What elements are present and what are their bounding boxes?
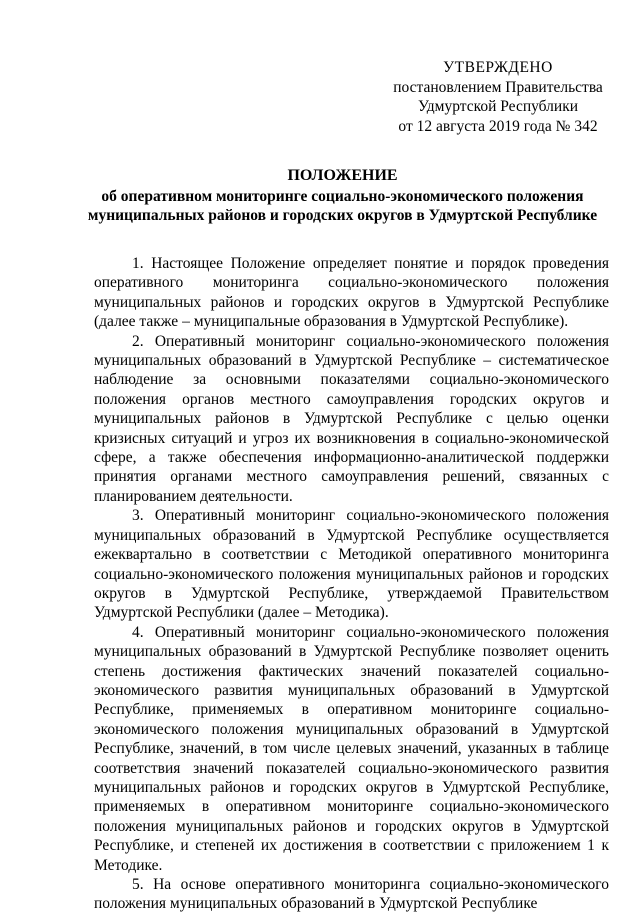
paragraph-2: 2. Оперативный мониторинг социально-экономического положения муниципальных образований в Удмуртской Республике – систематическое наблюдение за основными показателями социально-экономического положения органов местного самоуправления городских округов и муниципальных районов в Удмуртской Республике с целью оценки кризисных ситуаций и угроз их возникновения в социально-экономической сфере, а также обеспечения информационно-аналитической поддержки принятия органами местного самоуправления решений, связанных с планированием деятельности. xyxy=(94,332,609,505)
approval-heading: УТВЕРЖДЕНО xyxy=(443,59,553,76)
paragraph-5: 5. На основе оперативного мониторинга социально-экономического положения муниципальных образований в Удмуртской Республике xyxy=(94,876,609,913)
paragraph-3: 3. Оперативный мониторинг социально-экономического положения муниципальных образований в Удмуртской Республике осуществляется ежеквартально в соответствии с Методикой оперативного мониторинга социально-экономического положения муниципальных районов и городских округов в Удмуртской Республике, утверждаемой Правительством Удмуртской Республики (далее – Методика). xyxy=(94,507,609,622)
approval-stamp xyxy=(388,58,608,136)
title-subtitle-line-2: муниципальных районов и городских округов в Удмуртской Республике xyxy=(87,207,598,224)
approval-line-1: постановлением Правительства xyxy=(393,78,603,96)
approval-line-3: от 12 августа 2019 года № 342 xyxy=(398,117,598,135)
document-body xyxy=(94,254,609,914)
title-main: ПОЛОЖЕНИЕ xyxy=(287,167,398,184)
title-subtitle-line-1: об оперативном мониторинге социально-экономического положения xyxy=(101,187,584,205)
paragraph-4: 4. Оперативный мониторинг социально-экономического положения муниципальных образований в Удмуртской Республике позволяет оценить степень достижения фактических значений показателей социально-экономического развития муниципальных образований в Удмуртской Республике, применяемых в оперативном мониторинге социально-экономического положения муниципальных образований в Удмуртской Республике, значений, в том числе целевых значений, указанных в таблице соответствия значений показателей социально-экономического развития муниципальных районов и городских округов в Удмуртской Республике, применяемых в оперативном мониторинге социально-экономического положения муниципальных районов и городских округов в Удмуртской Республике, и степеней их достижения в соответствии с приложением 1 к Методике. xyxy=(94,623,609,874)
paragraph-1: 1. Настоящее Положение определяет понятие и порядок проведения оперативного мониторинга социально-экономического положения муниципальных районов и городских округов в Удмуртской Республике (далее также – муниципальные образования в Удмуртской Республике). xyxy=(94,255,609,331)
document-title xyxy=(80,166,605,226)
approval-line-2: Удмуртской Республики xyxy=(417,98,579,115)
